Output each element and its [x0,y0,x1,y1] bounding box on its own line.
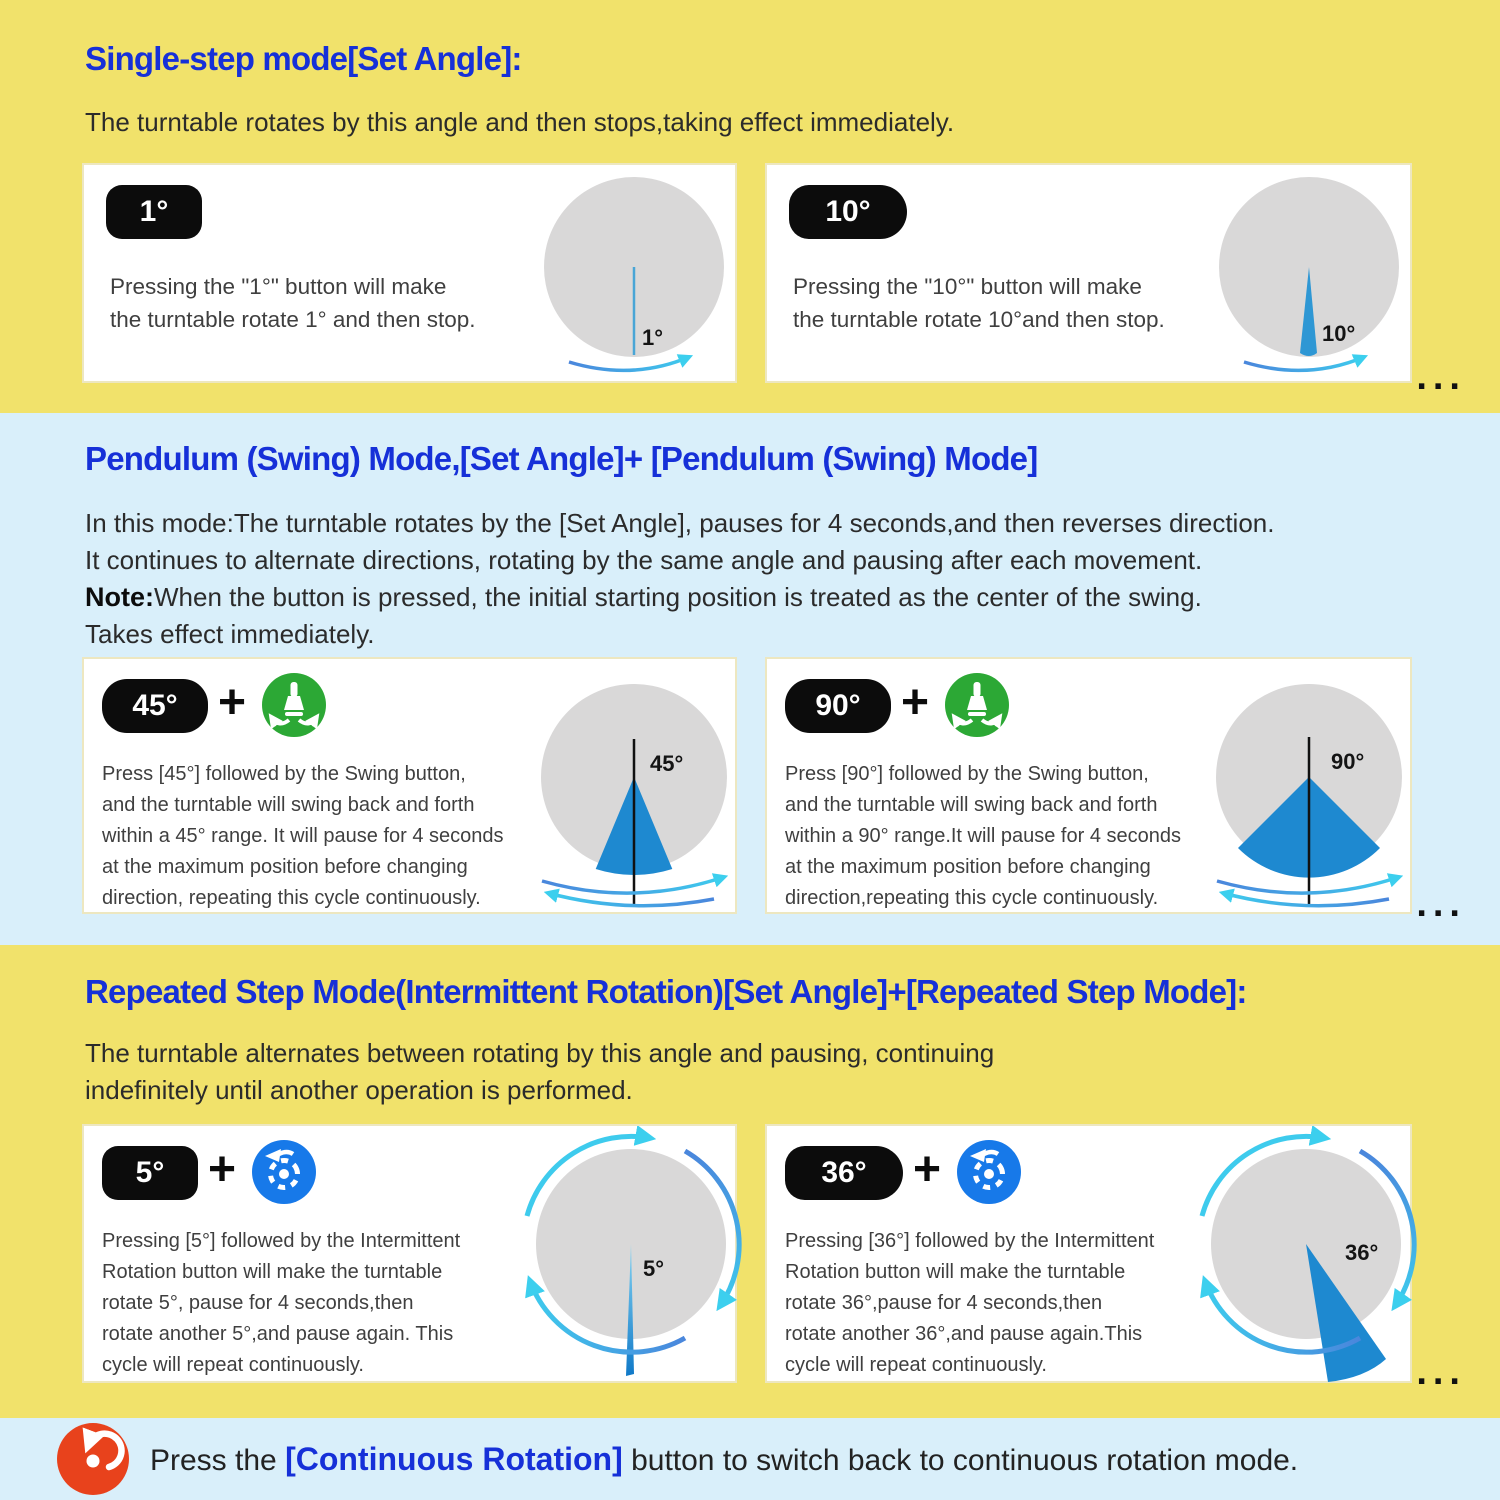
card-5deg [82,1124,737,1383]
footer-bar [0,1418,1500,1500]
card-text-line: within a 90° range.It will pause for 4 seconds [785,825,1181,847]
card-text-line: direction,repeating this cycle continuously. [785,887,1159,909]
angle-button-90: 90° [785,679,891,733]
note-label: Note: [85,582,154,612]
continuous-rotation-icon [57,1423,129,1495]
section-description: It continues to alternate directions, rotating by the same angle and pausing after each movement. [85,545,1203,575]
section-title: Repeated Step Mode(Intermittent Rotation)[Set Angle]+[Repeated Step Mode]: [85,973,1247,1010]
swing-arrow-left [548,893,714,906]
more-indicator: ... [1416,883,1466,925]
card-text-line: Pressing [5°] followed by the Intermittent [102,1230,461,1252]
card-text-line: Pressing the "10°" button will make [793,274,1142,299]
more-indicator: ... [1416,1351,1466,1393]
dial-angle-label: 5° [643,1256,665,1281]
turntable-diagram-5deg [496,1126,766,1385]
card-text-line: Rotation button will make the turntable [102,1261,443,1283]
angle-button-36: 36° [785,1146,903,1200]
dial-angle-label: 1° [642,325,664,350]
turntable-diagram-90deg [1179,659,1439,916]
continuous-rotation-label: [Continuous Rotation] [285,1441,623,1477]
card-text-line: at the maximum position before changing [785,856,1151,878]
plus-sign: + [208,1143,237,1196]
dial-angle-label: 45° [650,751,684,776]
card-text-line: Press [45°] followed by the Swing button, [102,763,466,785]
section-description: The turntable alternates between rotating by this angle and pausing, continuing [85,1038,995,1068]
dial-angle-label: 36° [1345,1240,1379,1265]
angle-button-5: 5° [102,1146,198,1200]
section-repeated-step [0,945,1500,1418]
plus-sign: + [913,1143,942,1196]
card-text-line: rotate 36°,pause for 4 seconds,then [785,1292,1103,1314]
footer-instruction: Press the [Continuous Rotation] button to switch back to continuous rotation mode. [150,1441,1299,1477]
rotate-arrow [569,357,689,370]
swing-mode-icon [262,673,326,737]
swing-mode-icon [945,673,1009,737]
more-indicator: ... [1416,356,1466,398]
turntable-diagram-45deg [504,659,764,916]
angle-button-45: 45° [102,679,208,733]
section-title: Pendulum (Swing) Mode,[Set Angle]+ [Pendulum (Swing) Mode] [85,440,1038,477]
card-text-line: Pressing [36°] followed by the Intermittent [785,1230,1155,1252]
turntable-diagram-1deg [509,165,759,385]
card-text-line: at the maximum position before changing [102,856,468,878]
card-text-line: and the turntable will swing back and forth [785,794,1158,816]
angle-button-1: 1° [106,185,202,239]
section-pendulum-mode [0,413,1500,945]
card-36deg [765,1124,1412,1383]
card-45deg [82,657,737,914]
section-description: Note:When the button is pressed, the initial starting position is treated as the center of the swing. [85,582,1202,612]
section-description: Takes effect immediately. [85,619,375,649]
card-10deg [765,163,1412,383]
plus-sign: + [901,676,930,729]
card-text-line: the turntable rotate 10°and then stop. [793,307,1165,332]
card-text-line: direction, repeating this cycle continuously. [102,887,481,909]
angle-button-10: 10° [789,185,907,239]
card-1deg [82,163,737,383]
turntable-diagram-10deg [1184,165,1434,385]
dial-angle-label: 90° [1331,749,1365,774]
card-text-line: and the turntable will swing back and forth [102,794,475,816]
card-text-line: cycle will repeat continuously. [785,1354,1047,1376]
swing-arrow-left [1223,893,1389,906]
card-90deg [765,657,1412,914]
card-text-line: Rotation button will make the turntable [785,1261,1126,1283]
card-text-line: Press [90°] followed by the Swing button, [785,763,1149,785]
intermittent-rotation-icon [957,1140,1021,1204]
card-text-line: Pressing the "1°" button will make [110,274,447,299]
dial-angle-label: 10° [1322,321,1356,346]
section-title: Single-step mode[Set Angle]: [85,40,522,77]
card-text-line: rotate 5°, pause for 4 seconds,then [102,1292,414,1314]
section-description: The turntable rotates by this angle and then stops,taking effect immediately. [85,107,955,137]
plus-sign: + [218,676,247,729]
card-text-line: the turntable rotate 1° and then stop. [110,307,476,332]
rotate-arrow [1244,357,1364,370]
card-text-line: rotate another 5°,and pause again. This [102,1323,454,1345]
card-text-line: cycle will repeat continuously. [102,1354,364,1376]
section-description: In this mode:The turntable rotates by the [Set Angle], pauses for 4 seconds,and then reverses direction. [85,508,1275,538]
intermittent-rotation-icon [252,1140,316,1204]
section-single-step [0,0,1500,413]
turntable-diagram-36deg [1171,1126,1441,1385]
card-text-line: within a 45° range. It will pause for 4 seconds [102,825,504,847]
card-text-line: rotate another 36°,and pause again.This [785,1323,1143,1345]
section-description: indefinitely until another operation is performed. [85,1075,633,1105]
